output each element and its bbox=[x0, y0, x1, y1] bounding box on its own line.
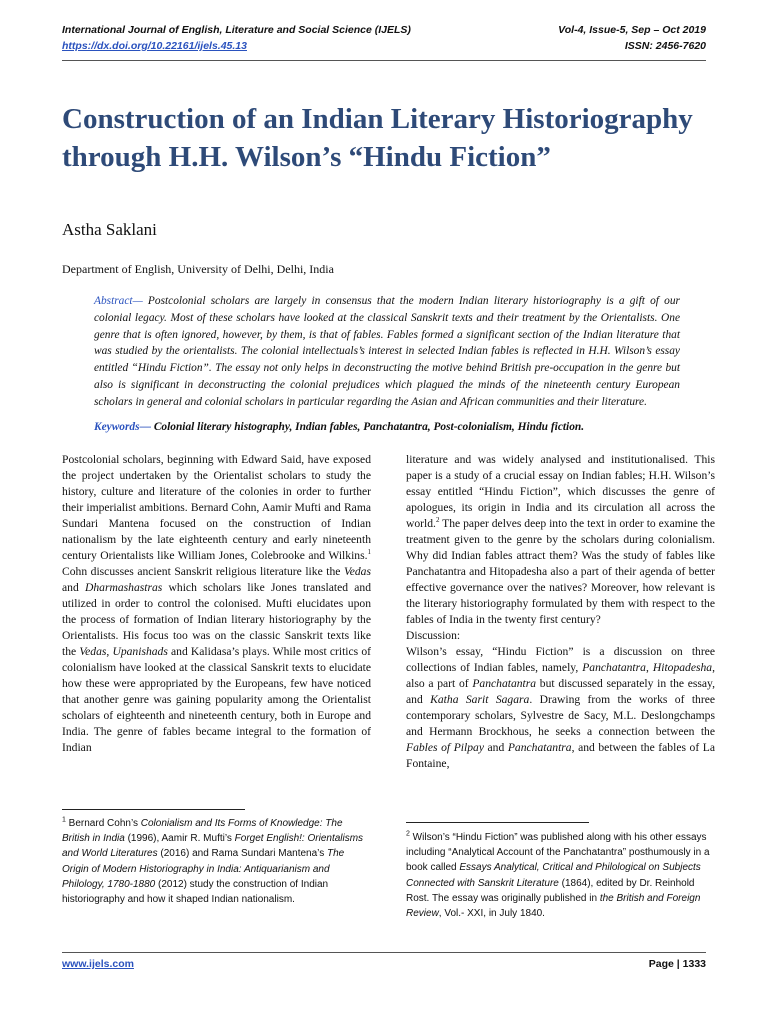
footnote-text: Bernard Cohn’s bbox=[65, 818, 141, 829]
abstract bbox=[94, 293, 680, 411]
footnote-text: Wilson’s “Hindu Fiction” was published along with his other essays including “Analytical Account of the Panchatantra” posthumously in a book called bbox=[406, 832, 710, 874]
body-text: literature and was widely analysed and institutionalised. This paper is a study of a crucial essay on Indian fables; H.H. Wilson’s essay entitled “Hindu Fiction”, which discusses the genre of apologues, its origin in India and its circulation all across the world. bbox=[406, 453, 715, 530]
page-number: Page | 1333 bbox=[648, 958, 706, 970]
footnote-divider-left bbox=[62, 809, 245, 810]
italic-term: Panchatantra bbox=[582, 661, 646, 674]
body-text: , bbox=[645, 661, 653, 674]
footnote-ref-2[interactable]: 2 bbox=[435, 516, 440, 525]
body-text: , and between the fables of La Fontaine, bbox=[406, 741, 715, 770]
footnote-2 bbox=[406, 830, 711, 921]
article-title: Construction of an Indian Literary Historiography through H.H. Wilson’s “Hindu Fiction” bbox=[62, 103, 693, 173]
footnote-text: (1864), edited by Dr. Reinhold Rost. The essay was originally published in bbox=[406, 877, 695, 904]
journal-website-link[interactable]: www.ijels.com bbox=[62, 958, 134, 970]
footnote-number: 1 bbox=[62, 816, 66, 824]
body-text: Cohn discusses ancient Sanskrit religious literature like the bbox=[62, 565, 344, 578]
italic-term: Hitopadesha bbox=[652, 661, 713, 674]
italic-term: Fables of Pilpay bbox=[406, 741, 484, 754]
italic-term: Vedas bbox=[343, 565, 371, 578]
abstract-label: Abstract— bbox=[94, 295, 143, 307]
issn: ISSN: 2456-7620 bbox=[624, 40, 706, 52]
keywords-text: Colonial literary histography, Indian fables, Panchatantra, Post-colonialism, Hindu fiction. bbox=[150, 421, 585, 433]
body-text: . Drawing from the works of three contemporary scholars, Sylvestre de Sacy, M.L. Deslongchamps and Hermann Brockhous, he seeks a connection between the bbox=[406, 693, 715, 738]
footnote-italic: Colonialism and Its Forms of Knowledge: The British in India bbox=[62, 818, 343, 845]
italic-term: Dharmashastras bbox=[84, 581, 163, 594]
body-column-right bbox=[406, 452, 715, 772]
italic-term: Panchatantra bbox=[472, 677, 537, 690]
footnote-text: (2016) and Rama Sundari Mantena’s bbox=[157, 848, 327, 860]
journal-name: International Journal of English, Literature and Social Science (IJELS) bbox=[62, 24, 411, 36]
author-affiliation: Department of English, University of Delhi, Delhi, India bbox=[62, 262, 334, 276]
abstract-text: Postcolonial scholars are largely in consensus that the modern Indian literary historiography is a gift of our colonial legacy. Most of these scholars have looked at the classical Sanskrit texts and their treatment by the Orientalists. One genre that is often ignored, however, by them, is that of fables. Fables formed a significant section of the Indian literature that was studied by the orientalists. The colonial intellectuals’s interest in selected Indian fables is reflected in H.H. Wilson’s essay entitled “Hindu Fiction”. The essay not only helps in deconstructing the motive behind British pre-occupation in the genre but also is significant in deconstructing the colonial prejudices which plagued the minds of the nineteenth century European scholars in general and colonial scholars in particular regarding the Asian and African communities and their literature. bbox=[94, 295, 680, 408]
keywords bbox=[94, 421, 680, 433]
body-text: which scholars like Jones translated and utilized in order to control the colonised. Mufti elucidates upon the process of formation of Indian literary historiography by the Orientalists. His focus too was on the classic Sanskrit texts like the bbox=[62, 581, 372, 658]
footnote-italic: the British and Foreign Review bbox=[406, 892, 701, 920]
italic-term: Upanishads bbox=[112, 645, 168, 658]
body-paragraph bbox=[62, 452, 371, 756]
footnote-number: 2 bbox=[406, 830, 410, 838]
body-text: , bbox=[106, 645, 113, 658]
footnote-italic: Essays Analytical, Critical and Philological on Subjects Connected with Sanskrit Literature bbox=[406, 862, 701, 889]
body-text: and bbox=[62, 581, 85, 594]
footnote-text: (1996), Aamir R. Mufti’s bbox=[124, 833, 235, 845]
footnote-text: (2012) study the construction of Indian historiography and how it shaped Indian nationalism. bbox=[62, 878, 329, 906]
body-text: The paper delves deep into the text in order to examine the treatment given to the genre by the scholars during colonialism. Why did Indian fables attract them? Was the study of fables like Panchatantra and Hitopadesha also a part of their agenda of better effective governance over the natives? Moreover, how relevant is the literary historiography formulated by them with respect to the fables of India in the twenty first century? bbox=[406, 517, 715, 626]
keywords-label: Keywords— bbox=[94, 421, 151, 433]
header-divider bbox=[62, 60, 706, 61]
italic-term: Vedas bbox=[79, 645, 107, 658]
body-text: Wilson’s essay, “Hindu Fiction” is a discussion on three collections of Indian fables, namely, bbox=[406, 645, 715, 674]
footnote-text: , Vol.- XXI, in July 1840. bbox=[438, 908, 545, 920]
italic-term: Katha Sarit Sagara bbox=[430, 693, 530, 706]
body-text: , also a part of bbox=[406, 661, 716, 690]
body-paragraph bbox=[406, 452, 715, 628]
italic-term: Panchatantra bbox=[507, 741, 572, 754]
volume-issue: Vol-4, Issue-5, Sep – Oct 2019 bbox=[558, 24, 706, 36]
body-text: Postcolonial scholars, beginning with Edward Said, have exposed the project undertaken by the Orientalist scholars to study the history, culture and literature of the colonies in order to further their imperialist ambitions. Bernard Cohn, Aamir Mufti and Rama Sundari Mantena focused on the construction of Indian nationalism by the late eighteenth century and early nineteenth century Orientalists like William Jones, Colebrooke and Wilkins. bbox=[62, 453, 371, 562]
footnote-1 bbox=[62, 816, 367, 907]
body-paragraph bbox=[406, 644, 715, 772]
body-text: and bbox=[483, 741, 508, 754]
author-name: Astha Saklani bbox=[62, 220, 157, 239]
doi-link[interactable]: https://dx.doi.org/10.22161/ijels.45.13 bbox=[62, 40, 247, 52]
section-heading-discussion: Discussion: bbox=[406, 629, 461, 642]
footnote-italic: Forget English!: Orientalisms and World Literatures bbox=[62, 833, 364, 860]
body-text: and Kalidasa’s plays. While most critics of colonialism have looked at the classical Sanskrit texts to elucidate how these were appropriated by the Europeans, few have noticed that another genre was gaining popularity among the Orientalist scholars of eighteenth and nineteenth century, both in Europe and India. The genre of fables became integral to the formation of Indian bbox=[62, 645, 372, 754]
running-header bbox=[62, 24, 706, 60]
body-column-left bbox=[62, 452, 371, 756]
footnote-divider-right bbox=[406, 822, 589, 823]
footnote-italic: The Origin of Modern Historiography in India: Antiquarianism and Philology, 1780-1880 bbox=[62, 848, 345, 890]
footnote-ref-1[interactable]: 1 bbox=[367, 548, 371, 557]
body-text: but discussed separately in the essay, and bbox=[406, 677, 715, 706]
footer-divider bbox=[62, 952, 706, 953]
